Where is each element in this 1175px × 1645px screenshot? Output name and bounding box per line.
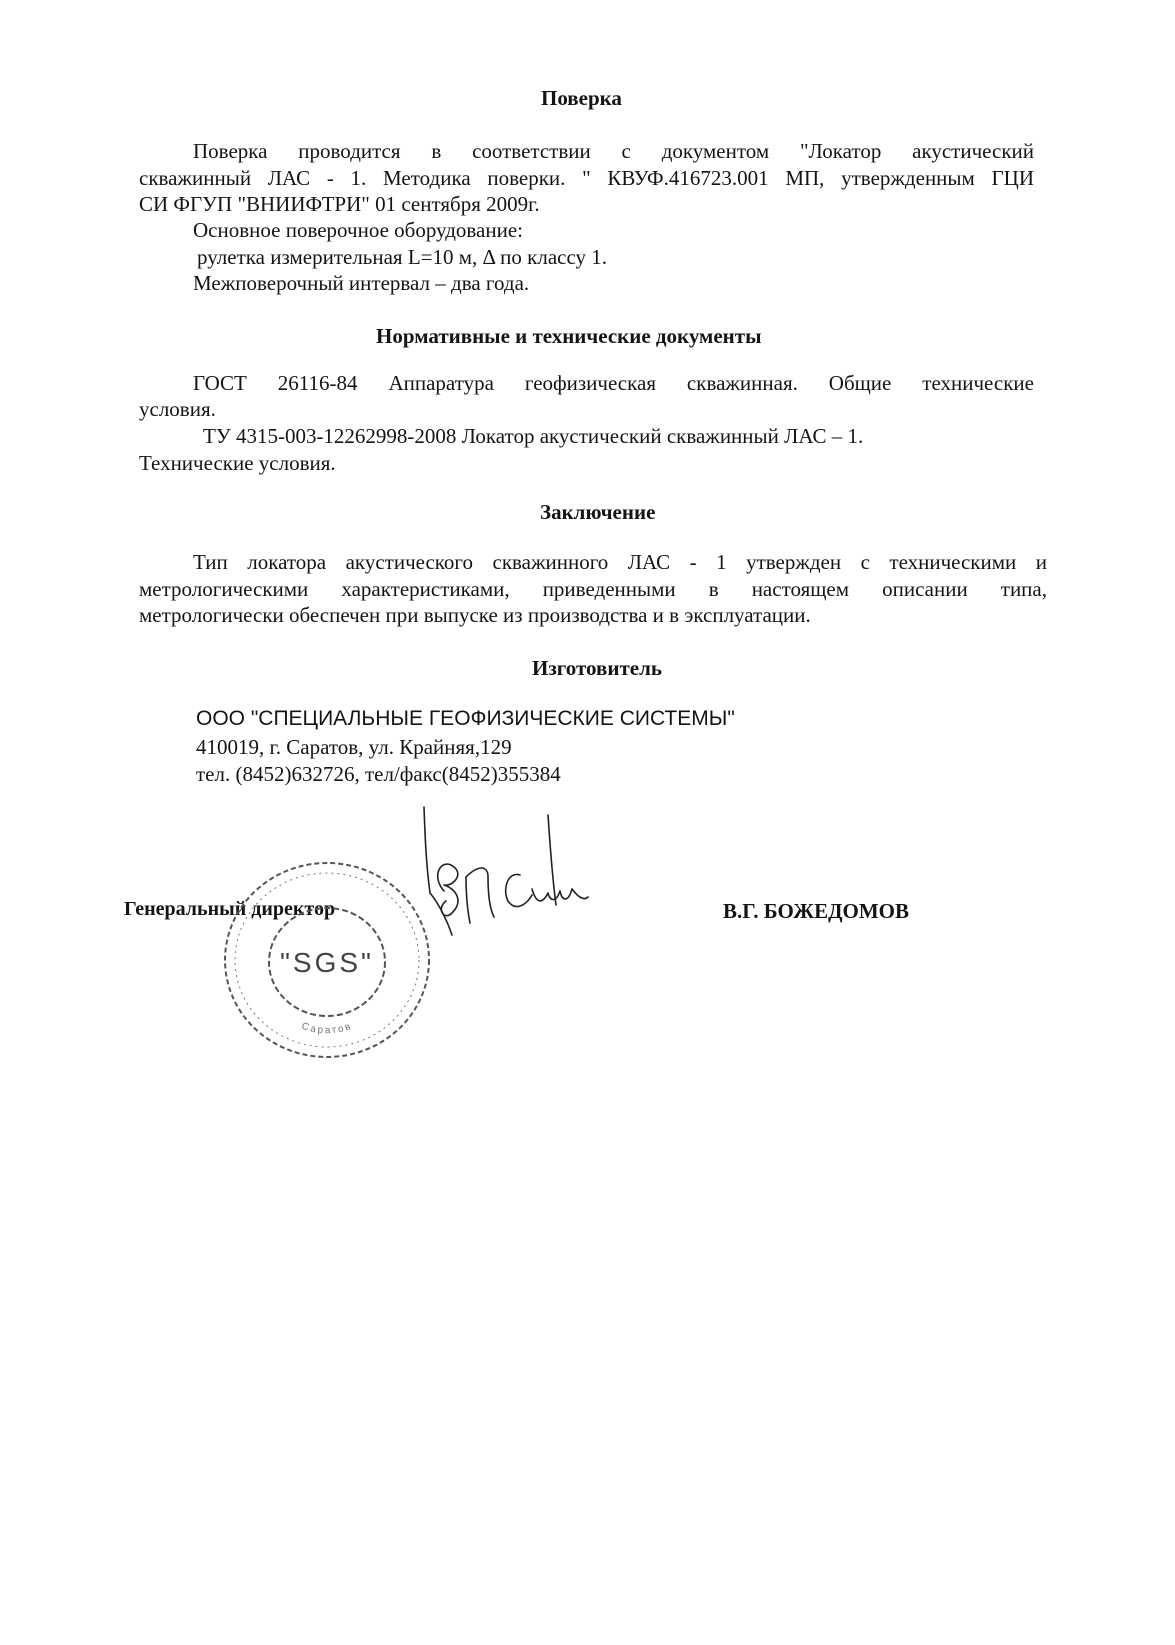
conclusion-line-2: метрологическими характеристиками, приведенными в настоящем описании типа, <box>139 577 1047 601</box>
normative-line-4: Технические условия. <box>139 451 336 475</box>
verification-line-5: рулетка измерительная L=10 м, Δ по классу 1. <box>197 245 608 269</box>
section-title-verification: Поверка <box>541 86 622 110</box>
verification-line-2: скважинный ЛАС - 1. Методика поверки. " КВУФ.416723.001 МП, утвержденным ГЦИ <box>139 166 1034 190</box>
verification-line-3: СИ ФГУП "ВНИИФТРИ" 01 сентября 2009г. <box>139 192 540 216</box>
manufacturer-phone: тел. (8452)632726, тел/факс(8452)355384 <box>196 762 561 786</box>
manufacturer-company: ООО "СПЕЦИАЛЬНЫЕ ГЕОФИЗИЧЕСКИЕ СИСТЕМЫ" <box>196 707 735 730</box>
normative-line-2: условия. <box>139 397 216 421</box>
stamp-label: "SGS" <box>279 947 375 978</box>
conclusion-line-3: метрологически обеспечен при выпуске из производства и в эксплуатации. <box>139 603 811 627</box>
verification-line-4: Основное поверочное оборудование: <box>193 218 524 242</box>
verification-line-1: Поверка проводится в соответствии с документом "Локатор акустический <box>193 139 1034 163</box>
manufacturer-address: 410019, г. Саратов, ул. Крайняя,129 <box>196 735 512 759</box>
section-title-conclusion: Заключение <box>540 500 656 524</box>
handwritten-signature <box>408 805 608 940</box>
normative-line-1: ГОСТ 26116-84 Аппаратура геофизическая скважинная. Общие технические <box>193 371 1034 395</box>
stamp-city: Саратов <box>300 1020 354 1037</box>
section-title-normative: Нормативные и технические документы <box>376 324 762 348</box>
verification-line-6: Межповерочный интервал – два года. <box>193 271 530 295</box>
normative-line-3: ТУ 4315-003-12262998-2008 Локатор акустический скважинный ЛАС – 1. <box>203 424 864 448</box>
signatory-name: В.Г. БОЖЕДОМОВ <box>723 899 910 923</box>
company-stamp <box>218 855 436 1065</box>
signatory-position: Генеральный директор <box>124 898 336 920</box>
section-title-manufacturer: Изготовитель <box>532 656 662 680</box>
conclusion-line-1: Тип локатора акустического скважинного ЛАС - 1 утвержден с техническими и <box>193 550 1047 574</box>
